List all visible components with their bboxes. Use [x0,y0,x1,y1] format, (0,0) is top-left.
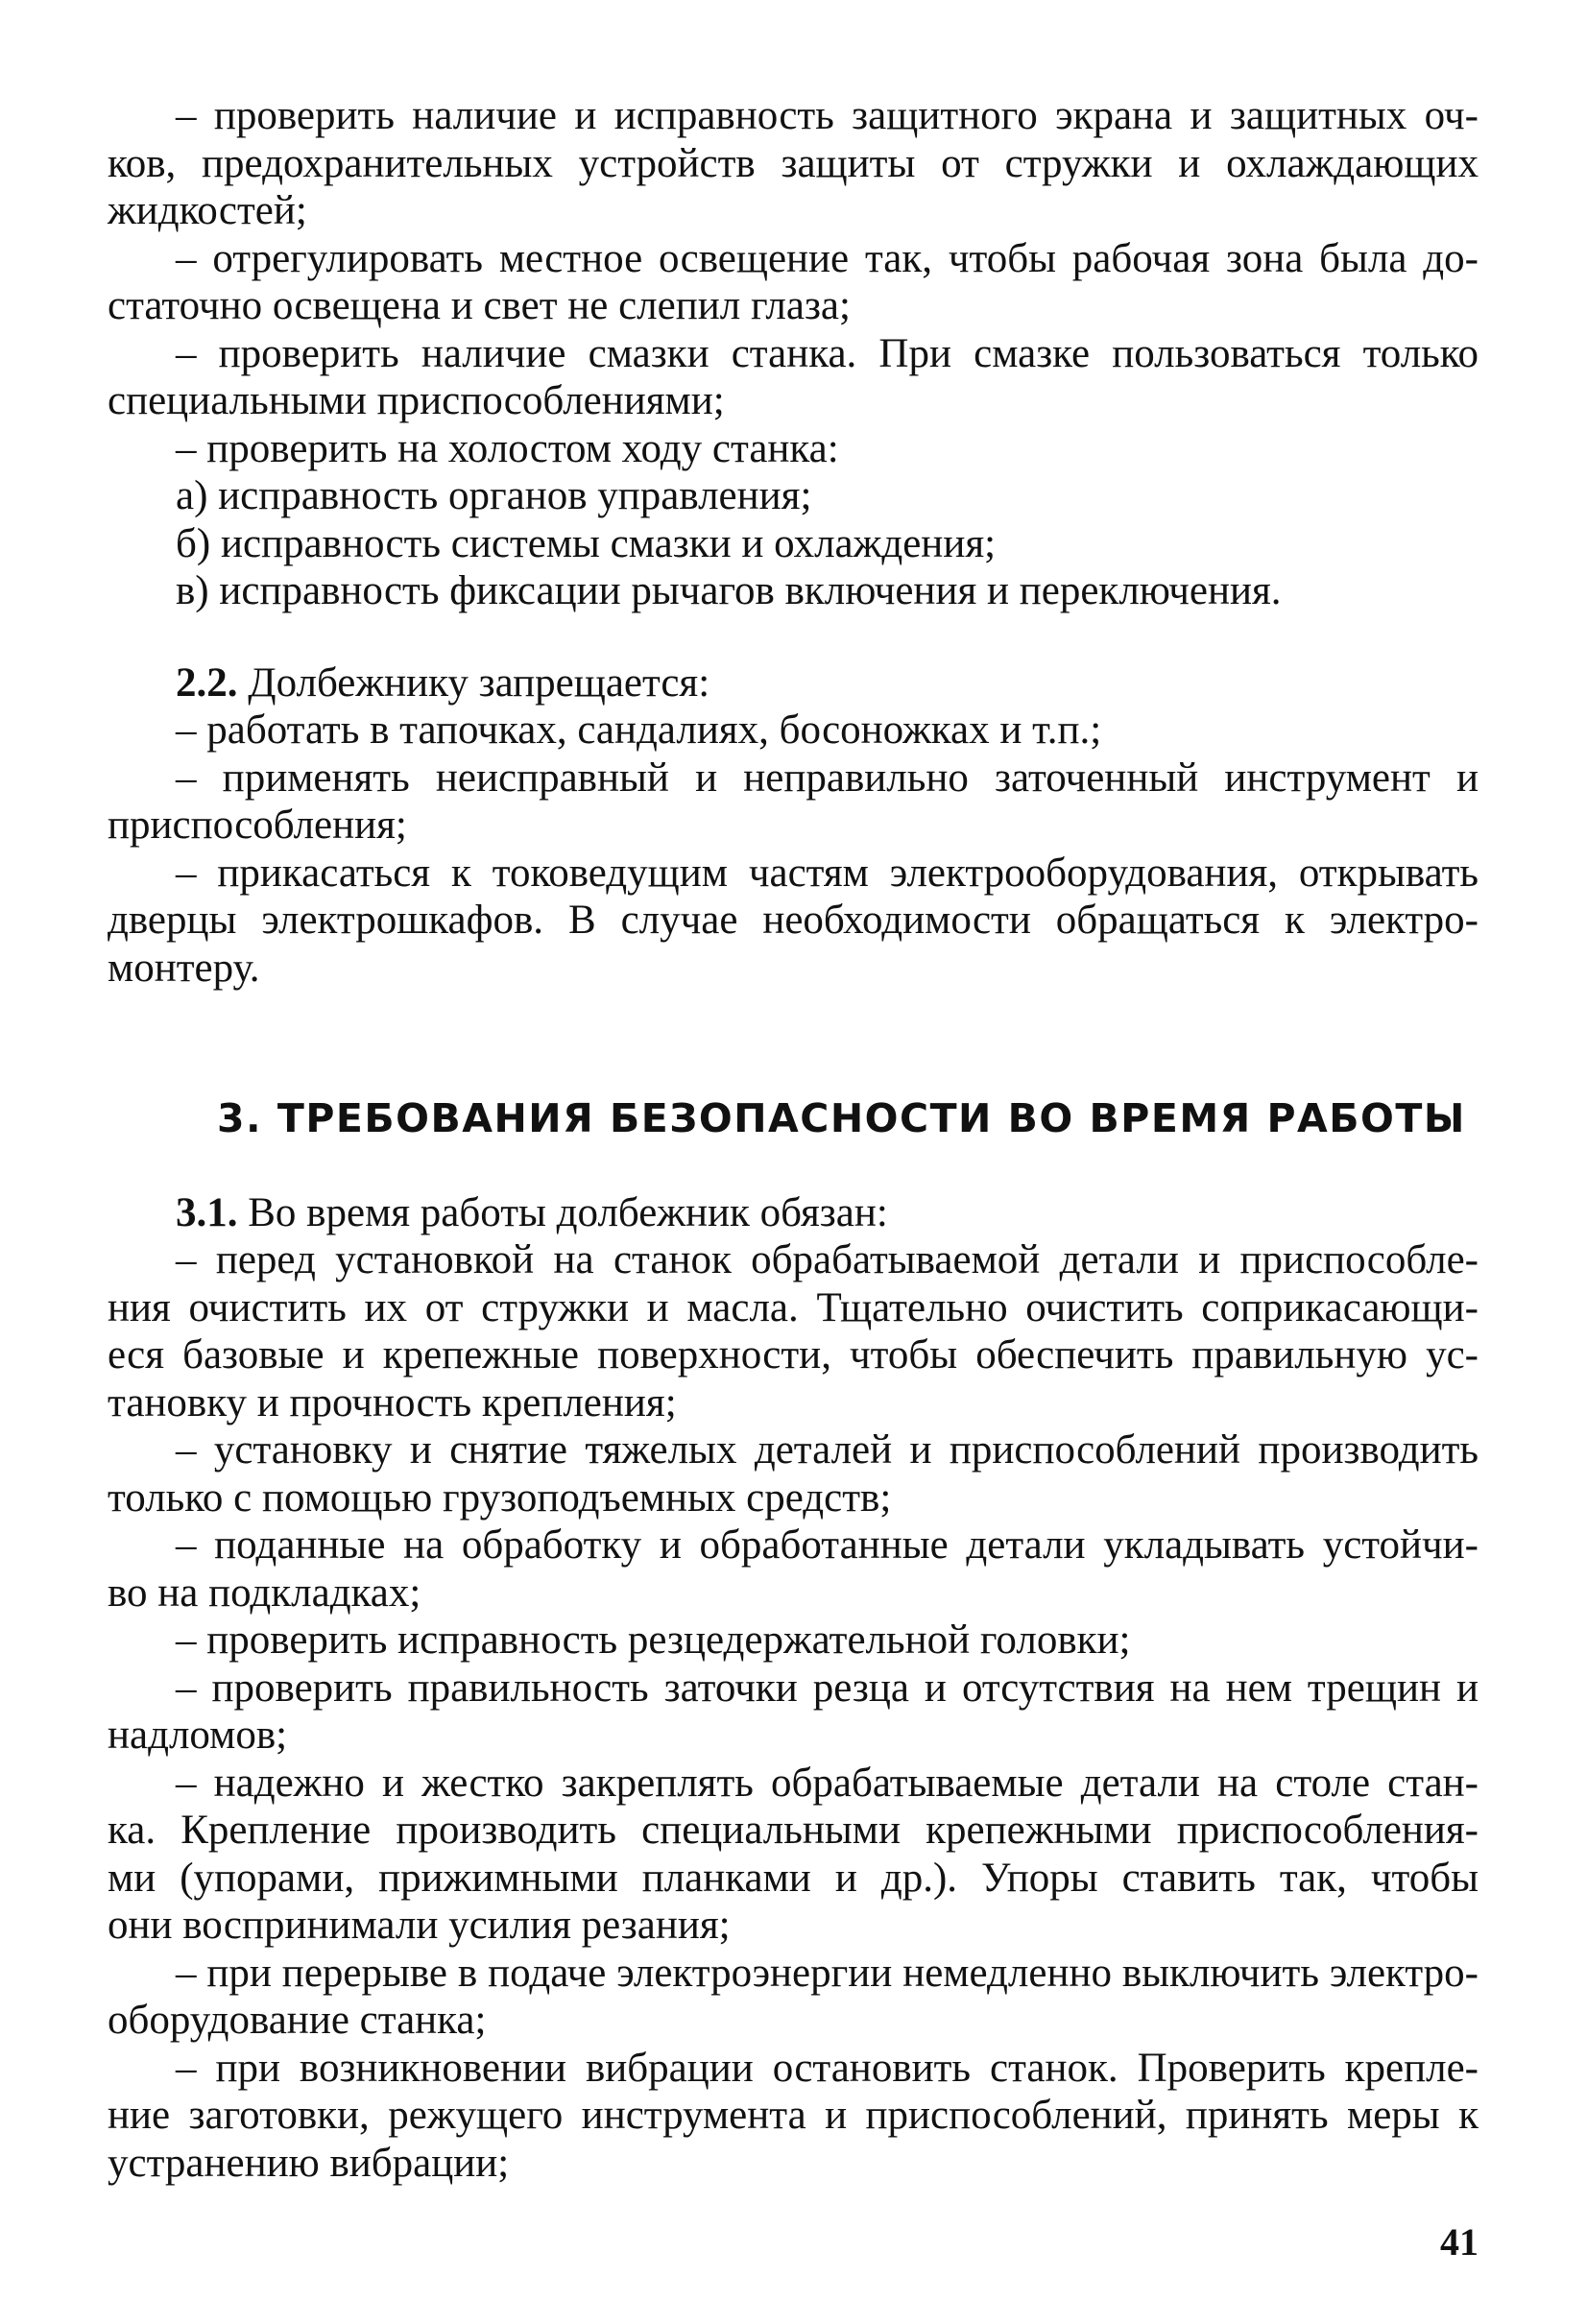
text-line: – при возникновении вибрации остановить станок. Проверить крепле- [176,2045,1479,2091]
text-line: – поданные на обработку и обработанные детали укладывать устойчи- [176,1522,1479,1568]
text-line: – установку и снятие тяжелых деталей и приспособлений производить [176,1427,1479,1473]
text-line: – проверить наличие смазки станка. При смазке пользоваться только [176,330,1479,376]
checklist-block [108,92,1479,615]
paragraph-intro [108,1189,1479,1237]
text-line: – проверить правильность заточки резца и отсутствия на нем трещин и [176,1665,1479,1711]
text-line: они воспринимали усилия резания; [108,1903,731,1948]
text-line: – проверить исправность резцедержательной головки; [176,1617,1131,1663]
text-line: – надежно и жестко закреплять обрабатываемые детали на столе стан- [176,1760,1479,1806]
item-number: 2.2. [176,659,238,706]
intro-text: Во время работы долбежник обязан: [237,1189,888,1235]
item-number: 3.1. [176,1189,238,1235]
section-heading: 3. ТРЕБОВАНИЯ БЕЗОПАСНОСТИ ВО ВРЕМЯ РАБОТЫ [217,1095,1466,1141]
text-line: – при перерыве в подаче электроэнергии немедленно выключить электро- [176,1950,1479,1996]
text-line: – применять неисправный и неправильно заточенный инструмент и [176,755,1479,801]
text-line: приспособления; [108,803,407,848]
page-content [108,92,1479,2187]
text-line: б) исправность системы смазки и охлаждения; [176,520,997,566]
text-line: – отрегулировать местное освещение так, чтобы рабочая зона была до- [176,235,1479,281]
text-line: – прикасаться к токоведущим частям электрооборудования, открывать [176,850,1479,896]
text-line: тановку и прочность крепления; [108,1379,677,1426]
text-line: статочно освещена и свет не слепил глаза; [108,283,851,328]
text-line: во на подкладках; [108,1569,421,1616]
text-line: ние заготовки, режущего инструмента и приспособлений, принять меры к [108,2093,1479,2138]
text-line: ния очистить их от стружки и масла. Тщательно очистить соприкасающи- [108,1284,1479,1330]
text-line: – проверить на холостом ходу станка: [176,425,839,471]
text-line: – перед установкой на станок обрабатываемой детали и приспособле- [176,1237,1479,1282]
page-number: 41 [1440,2220,1479,2264]
text-line: только с помощью грузоподъемных средств; [108,1474,892,1521]
text-line: – проверить наличие и исправность защитного экрана и защитных оч- [176,93,1479,138]
text-line: еся базовые и крепежные поверхности, чтобы обеспечить правильную ус- [108,1332,1479,1378]
text-line: оборудование станка; [108,1998,487,2043]
text-line: – работать в тапочках, сандалиях, босоножках и т.п.; [176,707,1102,753]
paragraph-intro [108,659,1479,707]
text-line: монтеру. [108,945,260,991]
work-safety-block [108,1189,1479,2188]
text-line: надломов; [108,1713,288,1758]
text-line: устранению вибрации; [108,2140,510,2186]
text-line: в) исправность фиксации рычагов включения и переключения. [176,568,1282,613]
text-line: ми (упорами, прижимными планками и др.). Упоры ставить так, чтобы [108,1855,1479,1901]
text-line: ка. Крепление производить специальными крепежными приспособления- [108,1808,1479,1853]
text-line: ков, предохранительных устройств защиты от стружки и охлаждающих [108,140,1479,186]
prohibitions-block [108,659,1479,993]
text-line: жидкостей; [108,188,307,233]
text-line: а) исправность органов управления; [176,473,812,518]
intro-text: Долбежнику запрещается: [237,659,710,706]
text-line: дверцы электрошкафов. В случае необходимости обращаться к электро- [108,898,1479,943]
text-line: специальными приспособлениями; [108,378,725,423]
